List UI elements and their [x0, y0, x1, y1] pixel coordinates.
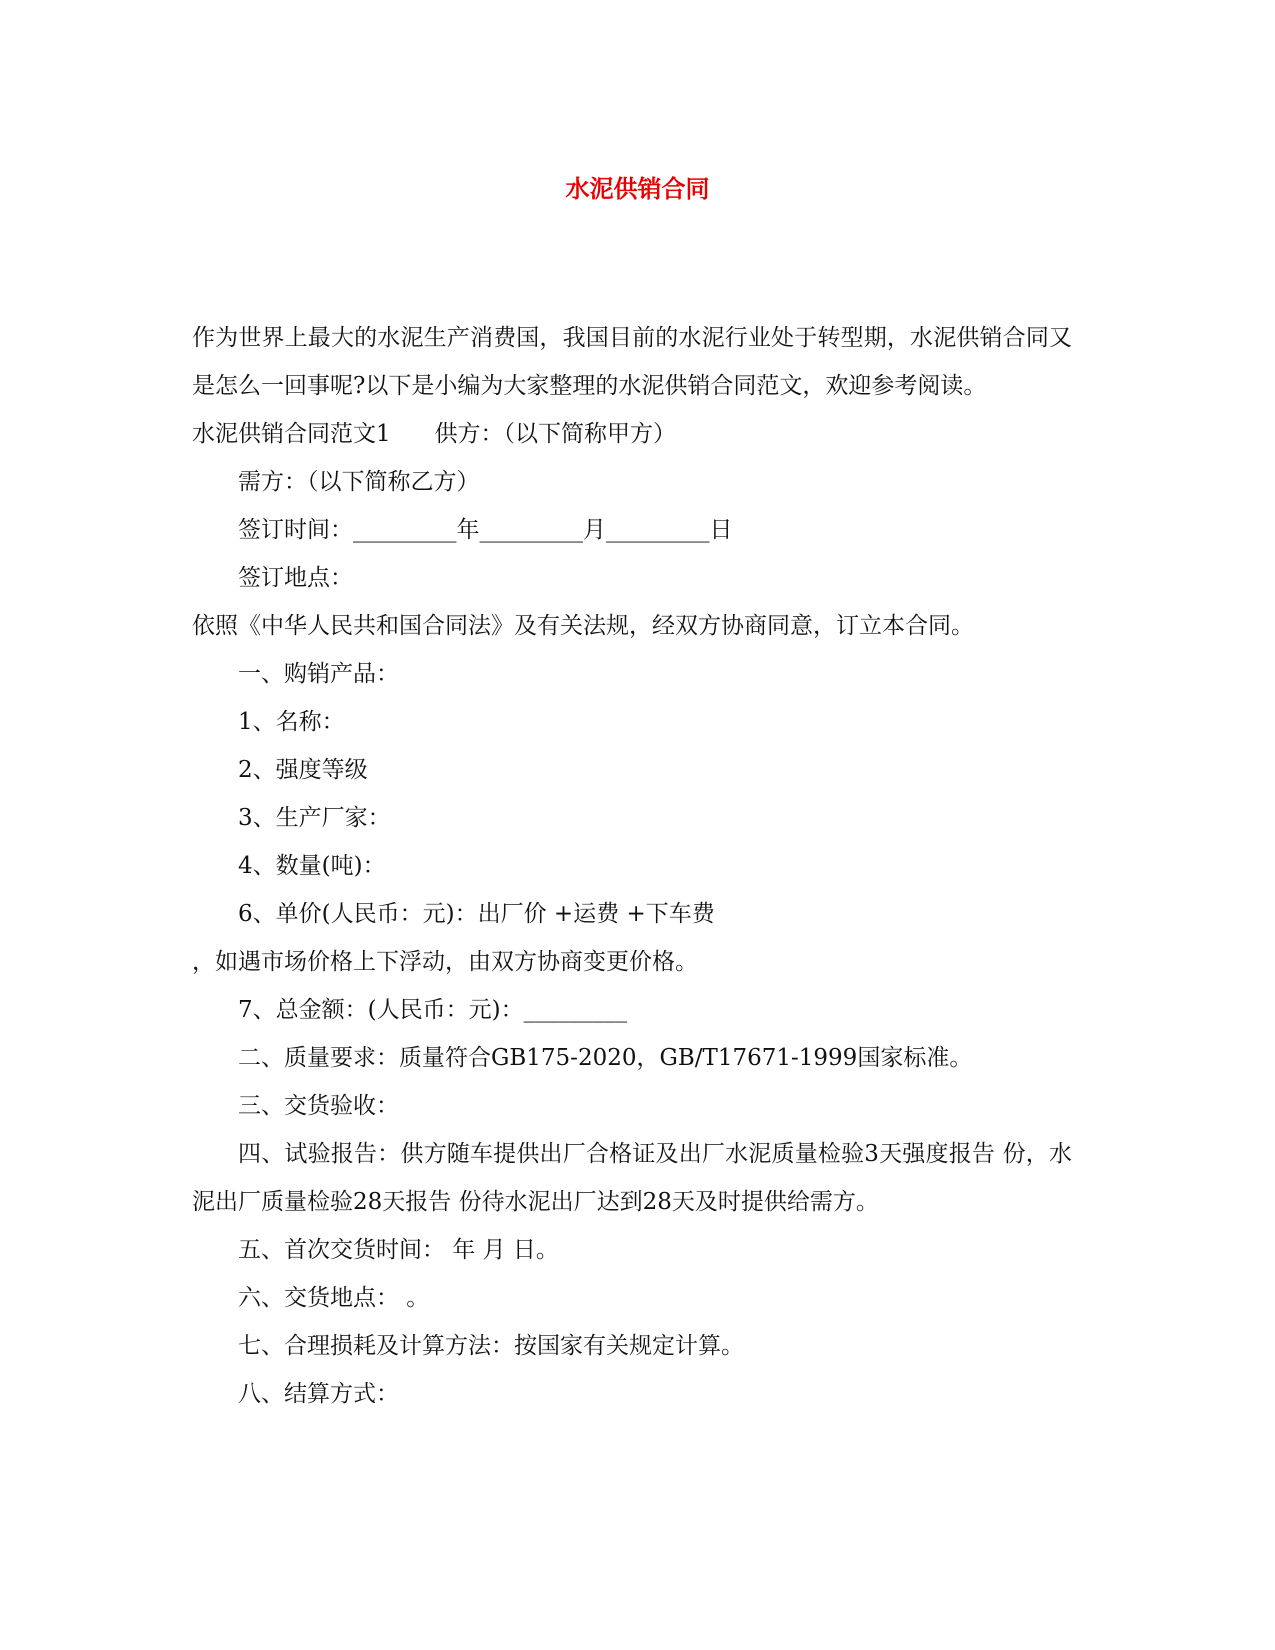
item-strength-grade: 2、强度等级 [238, 757, 368, 783]
section-6-delivery-place: 六、交货地点： 。 [238, 1285, 430, 1311]
section-8-settlement: 八、结算方式： [238, 1381, 399, 1407]
page-title: 水泥供销合同 [565, 174, 710, 203]
section-1-heading: 一、购销产品： [238, 661, 399, 687]
contract-heading-supplier: 水泥供销合同范文1 供方：（以下简称甲方） [192, 421, 676, 447]
section-7-loss-calculation: 七、合理损耗及计算方法：按国家有关规定计算。 [238, 1333, 744, 1359]
legal-basis-paragraph: 依照《中华人民共和国合同法》及有关法规，经双方协商同意，订立本合同。 [192, 613, 974, 639]
item-name: 1、名称： [238, 709, 345, 735]
document-body [192, 314, 1072, 1418]
section-3-acceptance: 三、交货验收： [238, 1093, 399, 1119]
signing-date-line: 签订时间：_________年_________月_________日 [238, 517, 733, 543]
signing-place-line: 签订地点： [238, 565, 353, 591]
section-5-first-delivery: 五、首次交货时间： 年 月 日。 [238, 1237, 559, 1263]
price-adjustment-note: ，如遇市场价格上下浮动，由双方协商变更价格。 [192, 949, 698, 975]
item-unit-price: 6、单价(人民币：元)：出厂价 +运费 +下车费 [238, 901, 715, 927]
section-4-test-report: 四、试验报告：供方随车提供出厂合格证及出厂水泥质量检验3天强度报告 份，水泥出厂质量检验28天报告 份待水泥出厂达到28天及时提供给需方。 [192, 1141, 1072, 1215]
intro-paragraph: 作为世界上最大的水泥生产消费国，我国目前的水泥行业处于转型期，水泥供销合同又是怎么一回事呢?以下是小编为大家整理的水泥供销合同范文，欢迎参考阅读。 [192, 325, 1072, 399]
section-2-quality: 二、质量要求：质量符合GB175-2020，GB/T17671-1999国家标准。 [238, 1045, 973, 1071]
item-quantity: 4、数量(吨)： [238, 853, 386, 879]
buyer-line: 需方：（以下简称乙方） [238, 469, 480, 495]
item-total-amount: 7、总金额：(人民币：元)：_________ [238, 997, 628, 1023]
item-manufacturer: 3、生产厂家： [238, 805, 391, 831]
